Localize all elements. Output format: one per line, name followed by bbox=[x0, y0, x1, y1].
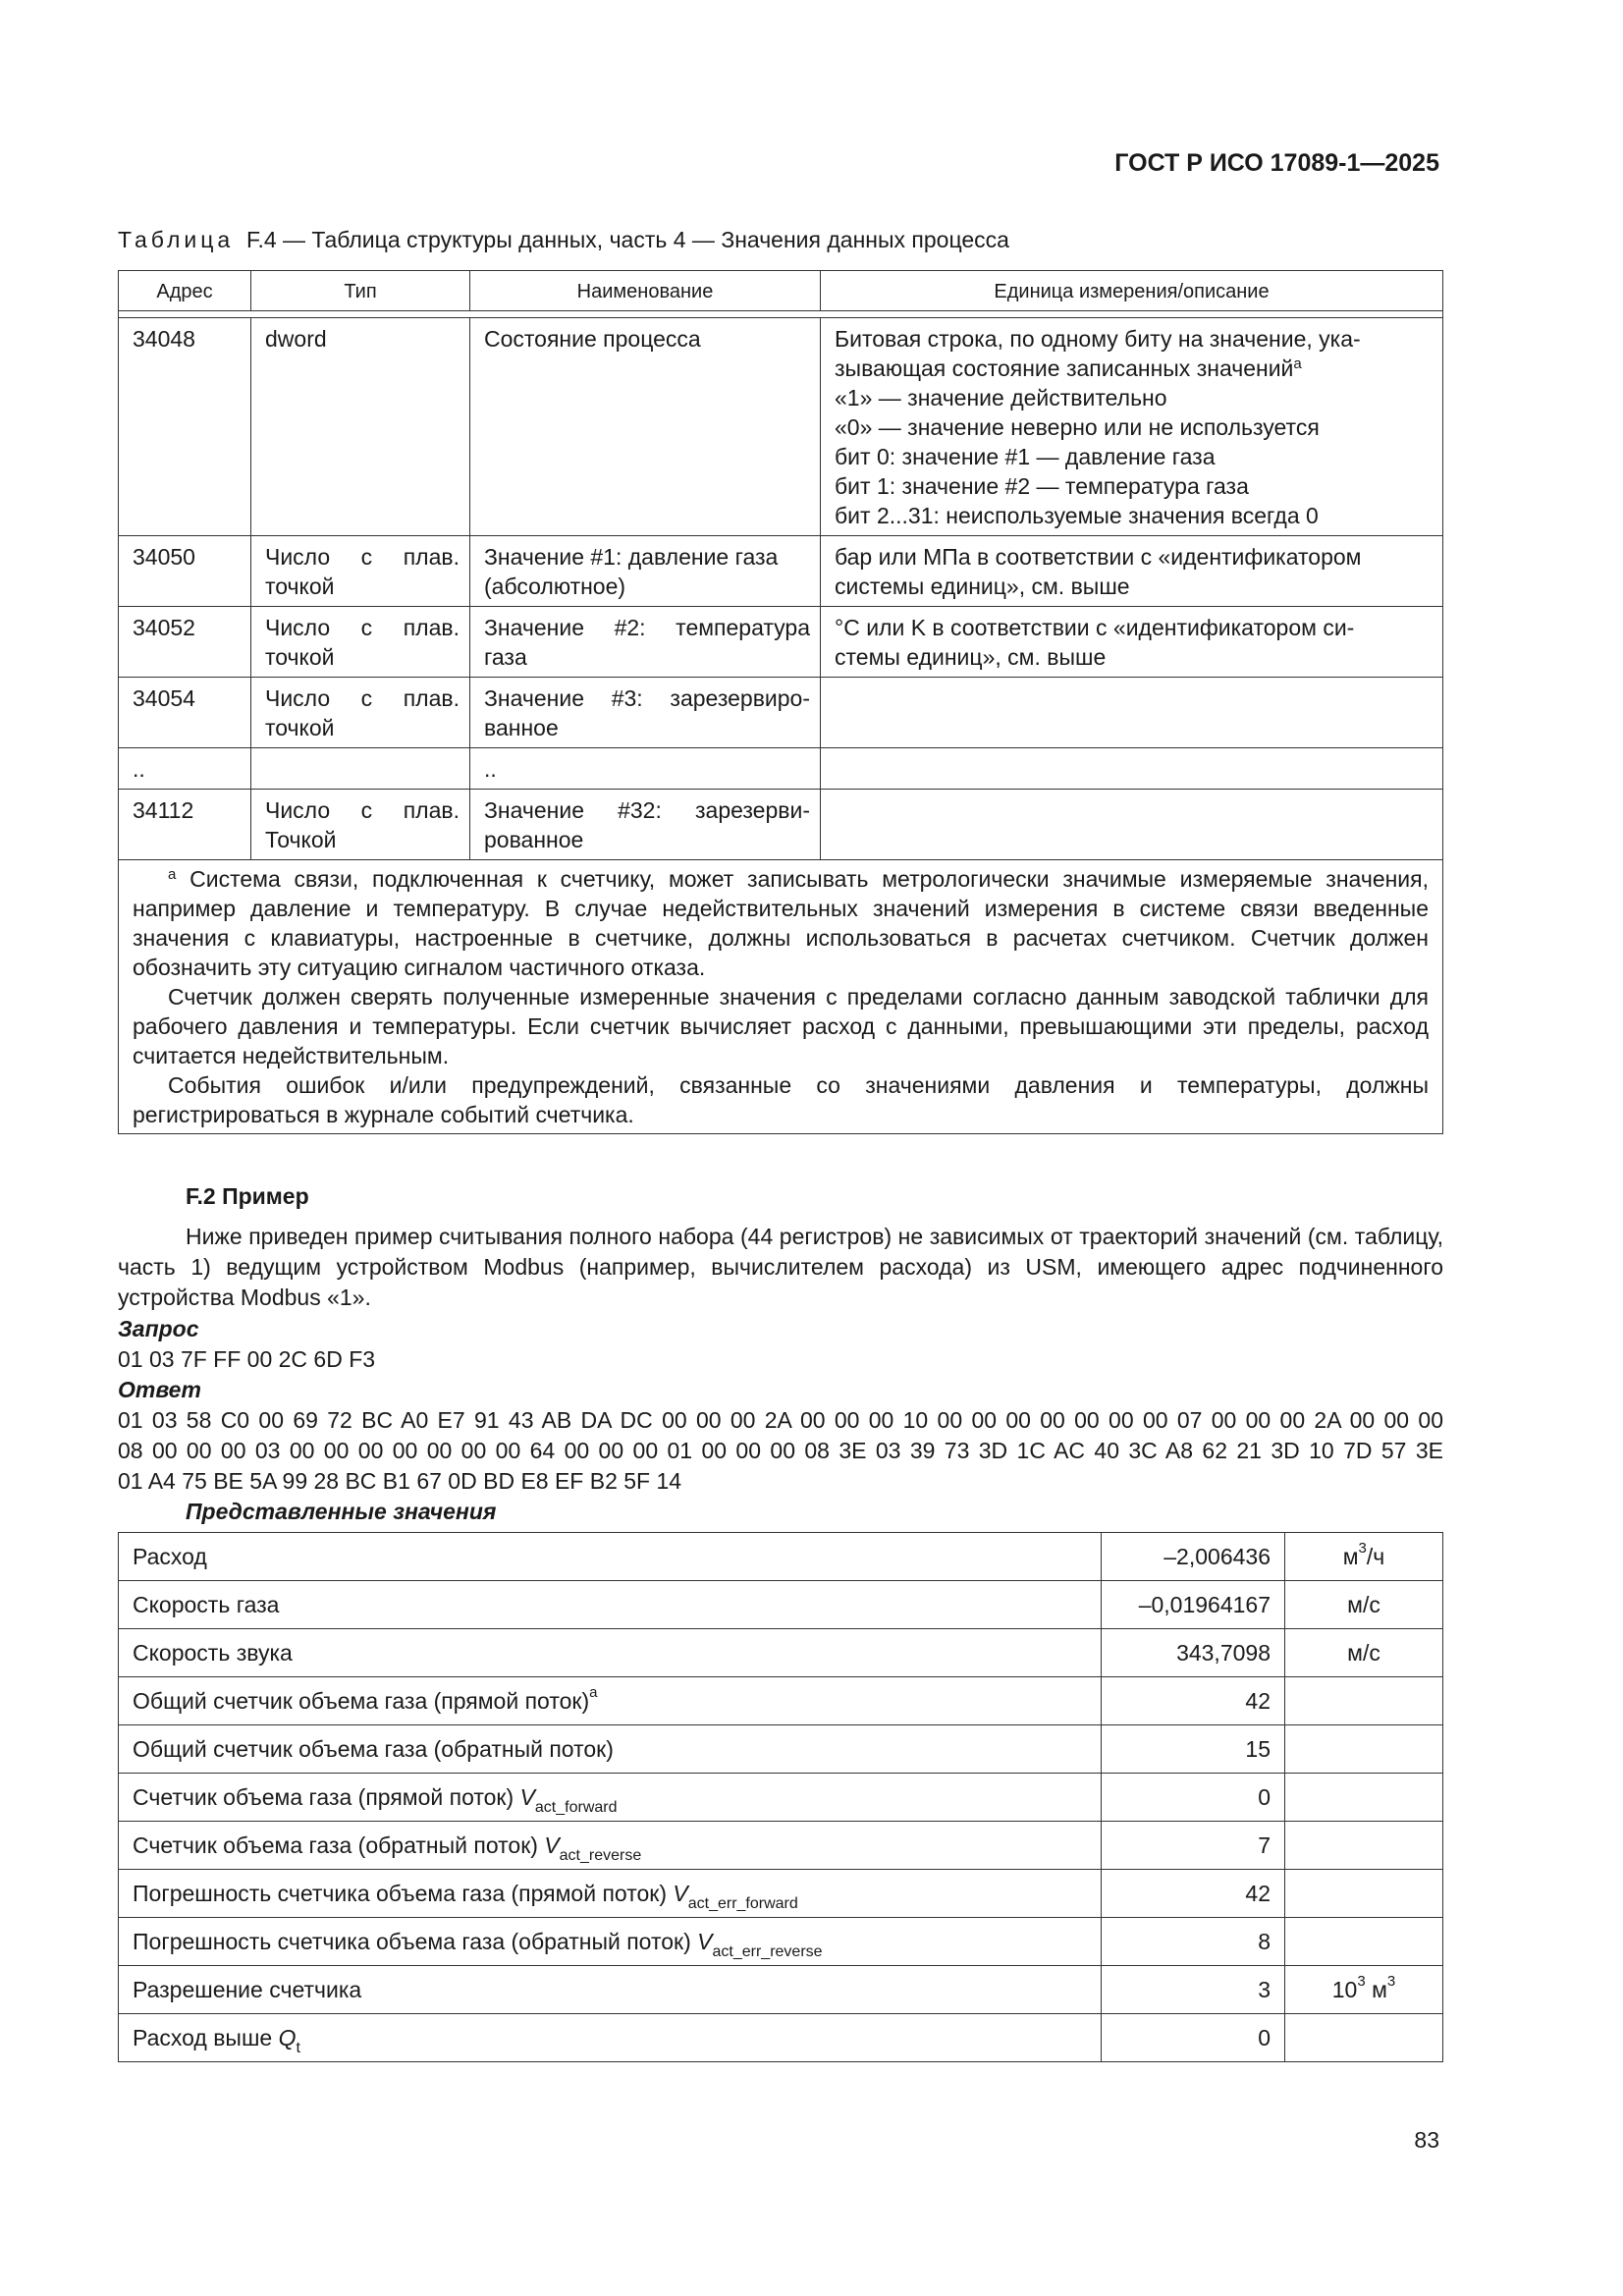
footnote-marker: a bbox=[168, 866, 177, 883]
value-unit: м/с bbox=[1285, 1629, 1443, 1677]
table-footnote-row bbox=[119, 860, 1443, 1134]
footnote-text: Система связи, подключенная к счетчику, может записывать метрологически значимые измеряемые значения, например давление и температуру. В случае недействительных значений измерения в системе связи введенные значения с клавиатуры, настроенные в счетчике, должны использоваться в расчетах счетчиком. Счетчик должен обозначить эту ситуацию сигналом частичного отказа. bbox=[133, 866, 1430, 980]
table-row bbox=[119, 318, 1443, 536]
value-name: Расход выше $Q_t$ bbox=[119, 2014, 1102, 2062]
table-header-row bbox=[119, 271, 1443, 311]
cell-name: Значение #3: зарезервиро- ванное bbox=[470, 678, 821, 748]
values-label: Представленные значения bbox=[186, 1499, 497, 1524]
cell-address: 34112 bbox=[119, 790, 251, 860]
cell-description bbox=[821, 318, 1443, 536]
desc-line: зывающая состояние записанных значений$^a$ bbox=[835, 355, 1302, 381]
table-row bbox=[119, 1774, 1443, 1822]
footnote-ref: a bbox=[1293, 355, 1302, 372]
response-label: Ответ bbox=[118, 1377, 201, 1402]
cell-type: Число с плав. Точкой bbox=[251, 790, 470, 860]
caption-text: F.4 — Таблица структуры данных, часть 4 — Значения данных процесса bbox=[245, 227, 1009, 252]
cell-type: dword bbox=[251, 318, 470, 536]
process-data-table bbox=[118, 270, 1443, 1134]
value-number: 42 bbox=[1102, 1677, 1285, 1725]
cell-type bbox=[251, 748, 470, 790]
value-number: 8 bbox=[1102, 1918, 1285, 1966]
value-number: 3 bbox=[1102, 1966, 1285, 2014]
response-hex-line: 01 03 58 C0 00 69 72 BC A0 E7 91 43 AB DA DC 00 00 00 2A 00 00 00 10 00 00 00 00 00 00 00 07 00 00 00 2A 00 00 00 bbox=[118, 1407, 1443, 1433]
value-name: Расход bbox=[119, 1533, 1102, 1581]
value-name: Общий счетчик объема газа (обратный поток) bbox=[119, 1725, 1102, 1774]
desc-line: бит 1: значение #2 — температура газа bbox=[835, 473, 1249, 499]
desc-line: бит 2...31: неиспользуемые значения всегда 0 bbox=[835, 503, 1319, 528]
table-row bbox=[119, 1870, 1443, 1918]
cell-name: Значение #32: зарезерви- рованное bbox=[470, 790, 821, 860]
table-row bbox=[119, 790, 1443, 860]
table-footnote bbox=[119, 860, 1443, 1134]
desc-line: «1» — значение действительно bbox=[835, 385, 1167, 410]
value-number: –2,006436 bbox=[1102, 1533, 1285, 1581]
cell-name: Значение #2: температура газа bbox=[470, 607, 821, 678]
header-separator bbox=[119, 311, 1443, 318]
cell-type: Число с плав. точкой bbox=[251, 678, 470, 748]
cell-name: Значение #1: давление газа (абсолютное) bbox=[470, 536, 821, 607]
value-name: Счетчик объема газа (обратный поток) $V_{act\_reverse}$ bbox=[119, 1822, 1102, 1870]
col-header-unit: Единица измерения/описание bbox=[821, 271, 1443, 311]
cell-description: бар или МПа в соответствии с «идентификатором системы единиц», см. выше bbox=[821, 536, 1443, 607]
table-row bbox=[119, 1629, 1443, 1677]
table-row bbox=[119, 1581, 1443, 1629]
value-number: 15 bbox=[1102, 1725, 1285, 1774]
table-row bbox=[119, 1533, 1443, 1581]
desc-line: бит 0: значение #1 — давление газа bbox=[835, 444, 1216, 469]
cell-name: .. bbox=[470, 748, 821, 790]
footnote-text: Счетчик должен сверять полученные измеренные значения с пределами согласно данным заводской таблички для рабочего давления и температуры. Если счетчик вычисляет расход с данными, превышающими эти пределы, расход считается недействительным. bbox=[133, 984, 1429, 1068]
value-number: –0,01964167 bbox=[1102, 1581, 1285, 1629]
value-unit bbox=[1285, 1774, 1443, 1822]
value-unit: м/с bbox=[1285, 1581, 1443, 1629]
cell-address: 34050 bbox=[119, 536, 251, 607]
desc-line: Битовая строка, по одному биту на значение, ука- bbox=[835, 326, 1361, 352]
section-title: F.2 Пример bbox=[186, 1183, 309, 1209]
value-name: Счетчик объема газа (прямой поток) $V_{act\_forward}$ bbox=[119, 1774, 1102, 1822]
table-row bbox=[119, 607, 1443, 678]
value-name: Скорость звука bbox=[119, 1629, 1102, 1677]
value-number: 343,7098 bbox=[1102, 1629, 1285, 1677]
document-code: ГОСТ Р ИСО 17089-1—2025 bbox=[1114, 149, 1439, 177]
cell-type: Число с плав. точкой bbox=[251, 607, 470, 678]
table-row bbox=[119, 1918, 1443, 1966]
cell-address: 34054 bbox=[119, 678, 251, 748]
value-number: 0 bbox=[1102, 2014, 1285, 2062]
values-table bbox=[118, 1532, 1443, 2062]
value-name: Общий счетчик объема газа (прямой поток)$^a$ bbox=[119, 1677, 1102, 1725]
value-name: Скорость газа bbox=[119, 1581, 1102, 1629]
response-hex-line: 01 A4 75 BE 5A 99 28 BC B1 67 0D BD E8 EF B2 5F 14 bbox=[118, 1468, 682, 1494]
cell-address: 34052 bbox=[119, 607, 251, 678]
table-row bbox=[119, 748, 1443, 790]
request-label: Запрос bbox=[118, 1316, 199, 1341]
footnote-text: События ошибок и/или предупреждений, связанные со значениями давления и температуры, должны регистрироваться в журнале событий счетчика. bbox=[133, 1072, 1429, 1127]
cell-type: Число с плав. точкой bbox=[251, 536, 470, 607]
value-unit bbox=[1285, 2014, 1443, 2062]
section-paragraph: Ниже приведен пример считывания полного набора (44 регистров) не зависимых от траекторий значений (см. таблицу, часть 1) ведущим устройством Modbus (например, вычислителем расхода) из USM, имеющего адрес подчиненного устройства Modbus «1». bbox=[118, 1224, 1443, 1310]
cell-address: 34048 bbox=[119, 318, 251, 536]
table-row bbox=[119, 536, 1443, 607]
col-header-type: Тип bbox=[251, 271, 470, 311]
value-name: Погрешность счетчика объема газа (прямой поток) $V_{act\_err\_forward}$ bbox=[119, 1870, 1102, 1918]
cell-address: .. bbox=[119, 748, 251, 790]
table-row bbox=[119, 1822, 1443, 1870]
cell-description: °C или K в соответствии с «идентификатором си- стемы единиц», см. выше bbox=[821, 607, 1443, 678]
value-number: 7 bbox=[1102, 1822, 1285, 1870]
page-number: 83 bbox=[1414, 2127, 1439, 2153]
value-unit bbox=[1285, 1822, 1443, 1870]
caption-prefix: Таблица bbox=[118, 227, 235, 252]
col-header-name: Наименование bbox=[470, 271, 821, 311]
table-row bbox=[119, 1966, 1443, 2014]
request-block bbox=[118, 1314, 1443, 1527]
table-row bbox=[119, 678, 1443, 748]
cell-description bbox=[821, 678, 1443, 748]
value-unit: $10^3$ $м^3$ bbox=[1285, 1966, 1443, 2014]
table-caption bbox=[118, 227, 1009, 253]
cell-name: Состояние процесса bbox=[470, 318, 821, 536]
value-unit bbox=[1285, 1870, 1443, 1918]
cell-description bbox=[821, 748, 1443, 790]
response-hex-line: 08 00 00 00 03 00 00 00 00 00 00 00 64 00 00 00 01 00 00 00 08 3E 03 39 73 3D 1C AC 40 3C A8 62 21 3D 10 7D 57 3E bbox=[118, 1438, 1443, 1463]
value-unit: $м^3/ч$ bbox=[1285, 1533, 1443, 1581]
request-hex: 01 03 7F FF 00 2C 6D F3 bbox=[118, 1346, 376, 1372]
desc-line: «0» — значение неверно или не используется bbox=[835, 414, 1320, 440]
table-row bbox=[119, 1677, 1443, 1725]
value-name: Погрешность счетчика объема газа (обратный поток) $V_{act\_err\_reverse}$ bbox=[119, 1918, 1102, 1966]
value-unit bbox=[1285, 1677, 1443, 1725]
table-row bbox=[119, 1725, 1443, 1774]
table-row bbox=[119, 2014, 1443, 2062]
col-header-address: Адрес bbox=[119, 271, 251, 311]
value-unit bbox=[1285, 1918, 1443, 1966]
value-name: Разрешение счетчика bbox=[119, 1966, 1102, 2014]
value-number: 42 bbox=[1102, 1870, 1285, 1918]
cell-description bbox=[821, 790, 1443, 860]
value-unit bbox=[1285, 1725, 1443, 1774]
value-number: 0 bbox=[1102, 1774, 1285, 1822]
